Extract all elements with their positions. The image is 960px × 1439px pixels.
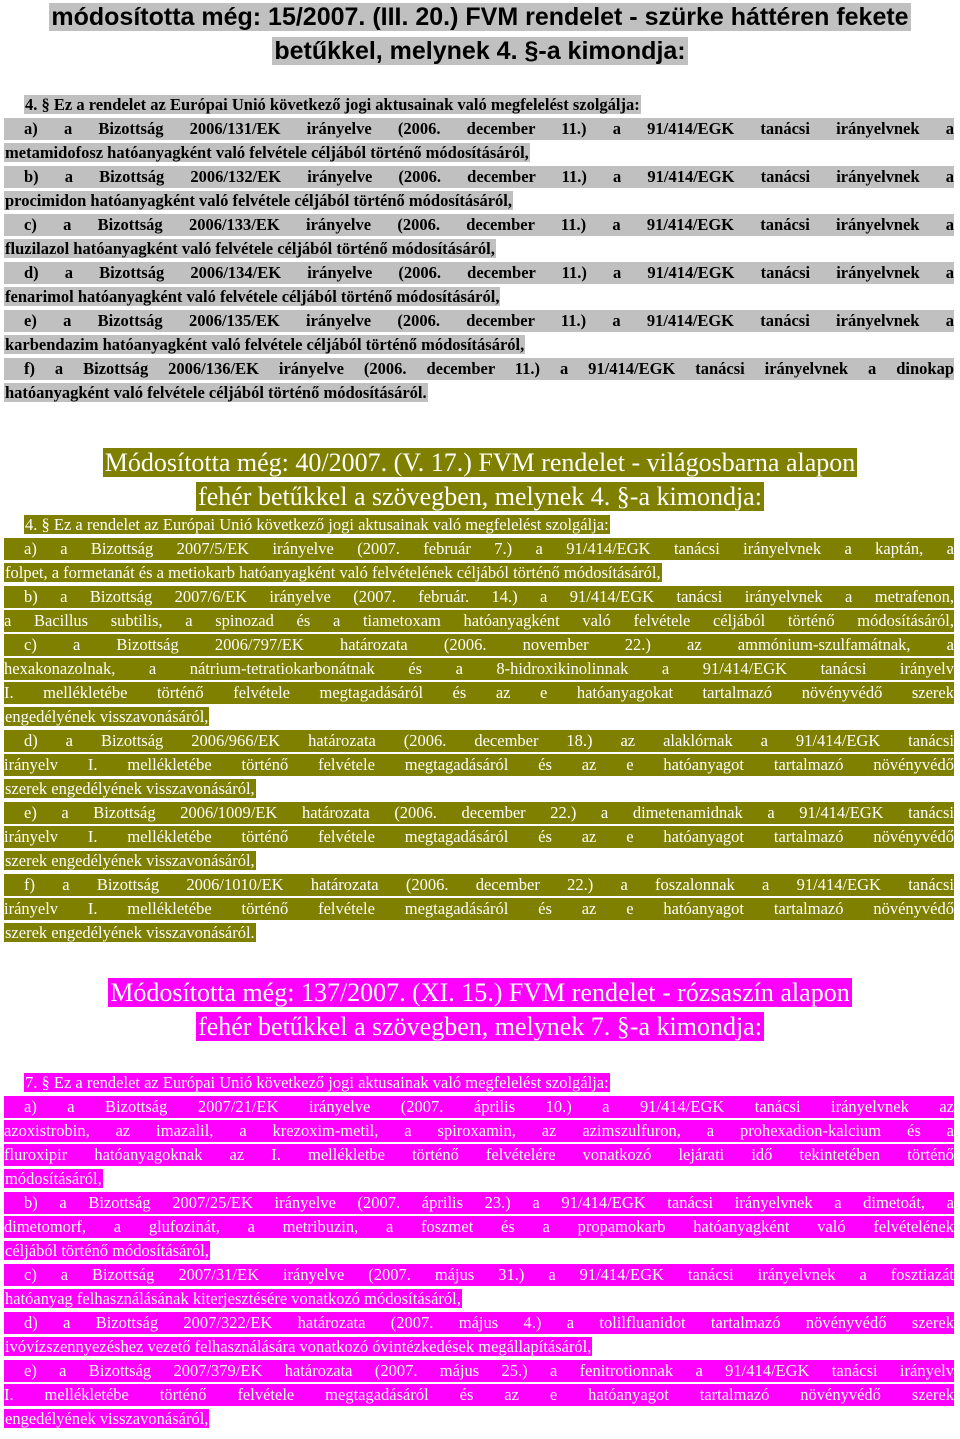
section2-line: irányelv I. mellékletébe történő felvétele megtagadásáról és az e hatóanyagot tartalmazó növényvédő <box>4 899 954 918</box>
section1-line: e) a Bizottság 2006/135/EK irányelve (2006. december 11.) a 91/414/EGK tanácsi irányelvnek a <box>4 310 954 332</box>
section1-line: c) a Bizottság 2006/133/EK irányelve (2006. december 11.) a 91/414/EGK tanácsi irányelvnek a <box>4 214 954 236</box>
section3-line: azoxistrobin, az imazalil, a krezoxim-metil, a spiroxamin, az azimszulfuron, a prohexadion-kalcium és a <box>4 1121 954 1140</box>
section2-header-line2: fehér betűkkel a szövegben, melynek 4. §-a kimondja: <box>198 482 762 511</box>
section1-line: metamidofosz hatóanyagként való felvétele céljából történő módosításáról, <box>5 143 529 162</box>
section3-line: e) a Bizottság 2007/379/EK határozata (2007. május 25.) a fenitrotionnak a 91/414/EGK tanácsi irányelv <box>4 1360 954 1382</box>
section3-line: d) a Bizottság 2007/322/EK határozata (2007. május 4.) a tolilfluanidot tartalmazó növényvédő szerek <box>4 1312 954 1334</box>
section2-line: engedélyének visszavonásáról, <box>5 707 209 726</box>
section1-line: hatóanyagként való felvétele céljából történő módosításáról. <box>5 383 427 402</box>
section2-line: a Bacillus subtilis, a spinozad és a tiametoxam hatóanyagként való felvétele céljából történő módosításáról, <box>4 611 954 630</box>
section2-line: folpet, a formetanát és a metiokarb hatóanyagként való felvételének céljából történő módosításáról, <box>5 563 661 582</box>
section2-line: szerek engedélyének visszavonásáról, <box>5 851 255 870</box>
section2-line: irányelv I. mellékletébe történő felvétele megtagadásáról és az e hatóanyagot tartalmazó növényvédő <box>4 755 954 774</box>
section3-line: dimetomorf, a glufozinát, a metribuzin, a foszmet és a propamokarb hatóanyagként való felvételének <box>4 1217 954 1236</box>
section3-header <box>0 976 960 1044</box>
section2-line: 4. § Ez a rendelet az Európai Unió következő jogi aktusainak való megfelelést szolgálja: <box>25 515 609 534</box>
section1-header <box>0 0 960 68</box>
section1-line: karbendazim hatóanyagként való felvétele céljából történő módosításáról, <box>5 335 525 354</box>
section2-line: szerek engedélyének visszavonásáról, <box>5 779 255 798</box>
section1-line: b) a Bizottság 2006/132/EK irányelve (2006. december 11.) a 91/414/EGK tanácsi irányelvnek a <box>4 166 954 188</box>
section3-line: céljából történő módosításáról, <box>5 1241 209 1260</box>
section2-line: d) a Bizottság 2006/966/EK határozata (2006. december 18.) az alaklórnak a 91/414/EGK tanácsi <box>4 730 954 752</box>
section1-line: 4. § Ez a rendelet az Európai Unió következő jogi aktusainak való megfelelést szolgálja: <box>25 95 640 114</box>
section3-header-line1: Módosította még: 137/2007. (XI. 15.) FVM rendelet - rózsaszín alapon <box>110 978 850 1007</box>
section2-line: e) a Bizottság 2006/1009/EK határozata (2006. december 22.) a dimetenamidnak a 91/414/EGK tanácsi <box>4 802 954 824</box>
section3-line: c) a Bizottság 2007/31/EK irányelve (2007. május 31.) a 91/414/EGK tanácsi irányelvnek a fosztiazát <box>4 1264 954 1286</box>
section3-line: engedélyének visszavonásáról, <box>5 1409 209 1428</box>
section3-line: b) a Bizottság 2007/25/EK irányelve (2007. április 23.) a 91/414/EGK tanácsi irányelvnek a dimetoát, a <box>4 1192 954 1214</box>
section3-line: ivóvízszennyezéshez vezető felhasználására vonatkozó óvintézkedések megállapításáról, <box>5 1337 592 1356</box>
section2-header <box>0 446 960 514</box>
section2-header-line1: Módosította még: 40/2007. (V. 17.) FVM rendelet - világosbarna alapon <box>104 448 856 477</box>
section2-line: hexakonazolnak, a nátrium-tetratiokarbonátnak és a 8-hidroxikinolinnak a 91/414/EGK tanácsi irányelv <box>4 659 954 678</box>
section1-line: procimidon hatóanyagként való felvétele céljából történő módosításáról, <box>5 191 513 210</box>
section2-line: b) a Bizottság 2007/6/EK irányelve (2007. február. 14.) a 91/414/EGK tanácsi irányelvnek a metrafenon, <box>4 586 954 608</box>
section3-header-line2: fehér betűkkel a szövegben, melynek 7. §-a kimondja: <box>198 1012 762 1041</box>
section1-line: fenarimol hatóanyagként való felvétele céljából történő módosításáról, <box>5 287 500 306</box>
section3-line: hatóanyag felhasználásának kiterjesztésére vonatkozó módosításáról, <box>5 1289 461 1308</box>
section3-line: I. mellékletébe történő felvétele megtagadásáról és az e hatóanyagot tartalmazó növényvédő szerek <box>4 1385 954 1404</box>
section3-line: a) a Bizottság 2007/21/EK irányelve (2007. április 10.) a 91/414/EGK tanácsi irányelvnek az <box>4 1096 954 1118</box>
section1-header-line2: betűkkel, melynek 4. §-a kimondja: <box>274 37 686 65</box>
section2-line: I. mellékletébe történő felvétele megtagadásáról és az e hatóanyagokat tartalmazó növényvédő szerek <box>4 683 954 702</box>
section1-line: fluzilazol hatóanyagként való felvétele céljából történő módosításáról, <box>5 239 495 258</box>
section1-line: a) a Bizottság 2006/131/EK irányelve (2006. december 11.) a 91/414/EGK tanácsi irányelvnek a <box>4 118 954 140</box>
section2-line: c) a Bizottság 2006/797/EK határozata (2006. november 22.) az ammónium-szulfamátnak, a <box>4 634 954 656</box>
section1-line: f) a Bizottság 2006/136/EK irányelve (2006. december 11.) a 91/414/EGK tanácsi irányelvnek a dinokap <box>4 358 954 380</box>
section2-line: f) a Bizottság 2006/1010/EK határozata (2006. december 22.) a foszalonnak a 91/414/EGK tanácsi <box>4 874 954 896</box>
section1-line: d) a Bizottság 2006/134/EK irányelve (2006. december 11.) a 91/414/EGK tanácsi irányelvnek a <box>4 262 954 284</box>
section1-header-line1: módosította még: 15/2007. (III. 20.) FVM rendelet - szürke háttéren fekete <box>51 3 909 31</box>
section3-line: 7. § Ez a rendelet az Európai Unió következő jogi aktusainak való megfelelést szolgálja: <box>25 1073 609 1092</box>
section3-line: módosításáról, <box>5 1169 102 1188</box>
section2-line: irányelv I. mellékletébe történő felvétele megtagadásáról és az e hatóanyagot tartalmazó növényvédő <box>4 827 954 846</box>
section2-line: szerek engedélyének visszavonásáról. <box>5 923 255 942</box>
section3-line: fluroxipir hatóanyagoknak az I. mellékletbe történő felvételére vonatkozó lejárati idő tekintetében történő <box>4 1145 954 1164</box>
section2-line: a) a Bizottság 2007/5/EK irányelve (2007. február 7.) a 91/414/EGK tanácsi irányelvnek a kaptán, a <box>4 538 954 560</box>
